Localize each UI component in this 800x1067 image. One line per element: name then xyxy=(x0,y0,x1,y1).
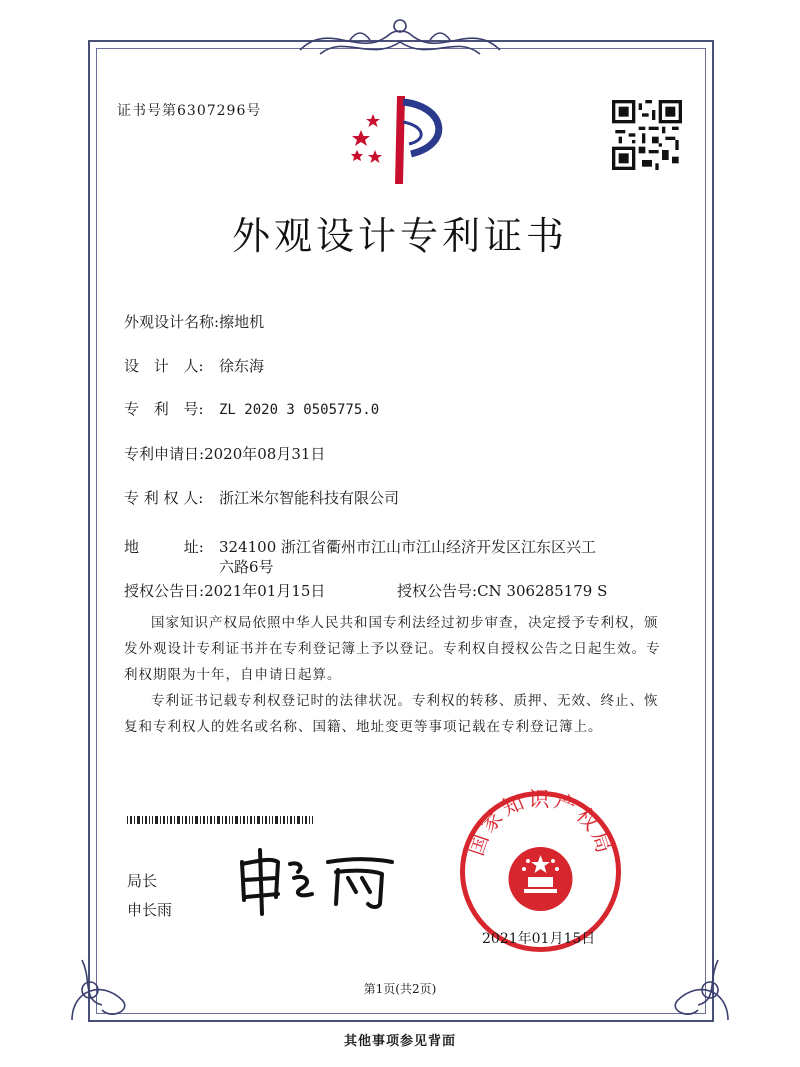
designer-row xyxy=(124,355,264,376)
body-paragraph-2: 专利证书记载专利权登记时的法律状况。专利权的转移、质押、无效、终止、恢复和专利权人的姓名或名称、国籍、地址变更等事项记载在专利登记簿上。 xyxy=(124,693,659,735)
top-ornament xyxy=(290,10,510,66)
barcode xyxy=(127,816,313,824)
patentee-label: 专 利 权 人: xyxy=(124,489,204,507)
grant-date-label: 授权公告日: xyxy=(124,582,205,600)
grant-no-value: CN 306285179 S xyxy=(477,582,608,600)
grant-date-row xyxy=(124,580,325,601)
filing-date-row xyxy=(124,443,325,464)
certificate-number: 证书号第6307296号 xyxy=(117,103,262,119)
address-row-2 xyxy=(219,556,274,577)
seal-text: 国家知识产权局 xyxy=(463,789,618,859)
patent-office-logo xyxy=(345,92,455,187)
designer-label: 设 计 人: xyxy=(124,357,204,375)
director-signature xyxy=(232,842,402,917)
back-note: 其他事项参见背面 xyxy=(343,1034,456,1049)
director-name: 申长雨 xyxy=(127,901,173,919)
certificate-title: 外观设计专利证书 xyxy=(231,214,568,258)
patent-no-label: 专 利 号: xyxy=(124,400,204,418)
director-title: 局长 xyxy=(127,872,158,890)
page-number: 第1页(共2页) xyxy=(363,982,437,996)
patentee-value: 浙江米尔智能科技有限公司 xyxy=(219,489,400,507)
patentee-row xyxy=(124,487,399,508)
address-row xyxy=(124,536,596,557)
design-name-label: 外观设计名称: xyxy=(124,313,220,331)
patent-no-row xyxy=(124,398,379,419)
designer-value: 徐东海 xyxy=(219,357,265,375)
filing-date-value: 2020年08月31日 xyxy=(204,445,326,463)
seal-date: 2021年01月15日 xyxy=(482,931,596,947)
design-name-value: 擦地机 xyxy=(219,313,265,331)
address-value-line2: 六路6号 xyxy=(219,558,274,576)
filing-date-label: 专利申请日: xyxy=(124,445,205,463)
address-value-line1: 324100 浙江省衢州市江山市江山经济开发区江东区兴工 xyxy=(219,538,597,556)
address-label: 地 址: xyxy=(124,538,204,556)
grant-no-label: 授权公告号: xyxy=(397,582,478,600)
grant-no-row xyxy=(397,580,607,601)
grant-date-value: 2021年01月15日 xyxy=(204,582,326,600)
body-paragraph-1: 国家知识产权局依照中华人民共和国专利法经过初步审查，决定授予专利权，颁发外观设计专利证书并在专利登记簿上予以登记。专利权自授权公告之日起生效。专利权期限为十年，自申请日起算。 xyxy=(124,615,661,683)
design-name-row xyxy=(124,311,264,332)
qr-code xyxy=(612,100,682,170)
patent-no-value: ZL 2020 3 0505775.0 xyxy=(219,402,380,418)
